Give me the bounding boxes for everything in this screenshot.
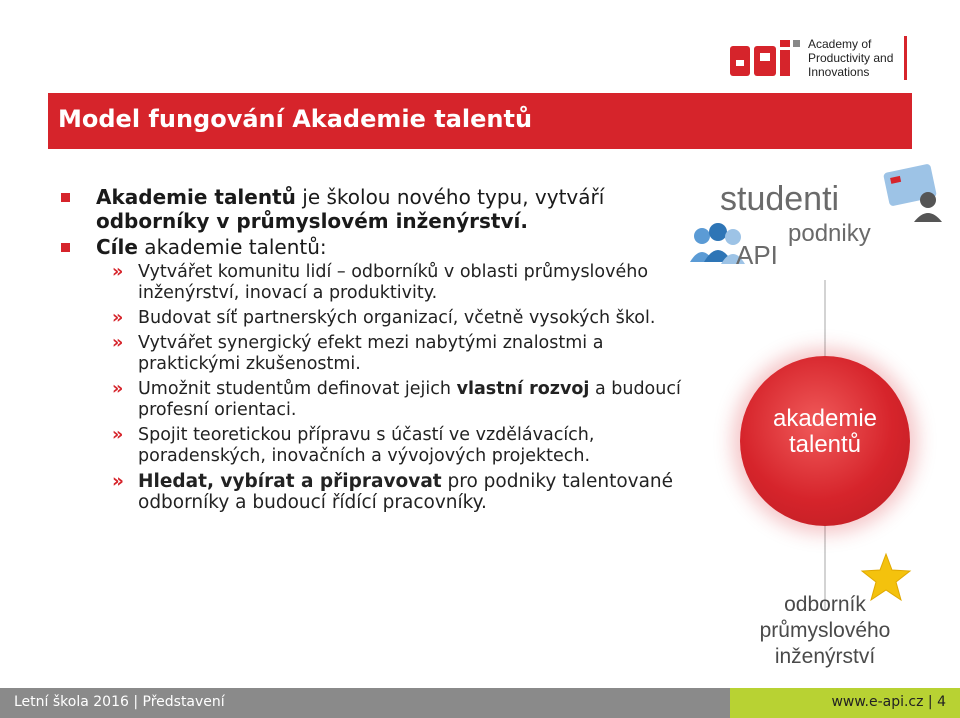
circle-line2: talentů (788, 431, 862, 458)
logo-divider (904, 36, 907, 80)
sub-bullet-2 (60, 308, 690, 329)
footer (0, 688, 960, 718)
footer-right (730, 688, 960, 718)
bullet-akademie-bold: Akademie talentů (96, 185, 296, 209)
arrow-bullet-icon: » (112, 308, 124, 328)
arrow-bullet-icon: » (112, 379, 124, 399)
model-graphic (700, 160, 950, 680)
label-api: API (736, 240, 778, 270)
sub-bullet-5-text: Spojit teoretickou přípravu s účastí ve vzdělávacích, poradenských, inovačních a vývojových projektech. (138, 425, 595, 466)
square-bullet-icon (61, 193, 70, 202)
slide-title: Model fungování Akademie talentů (58, 105, 533, 133)
sub-bullet-3 (60, 333, 690, 375)
sub-bullet-3-text: Vytvářet synergický efekt mezi nabytými znalostmi a praktickými zkušenostmi. (138, 333, 604, 374)
bullet-cile (60, 235, 690, 259)
sub-bullet-2-text: Budovat síť partnerských organizací, včetně vysokých škol. (138, 308, 656, 328)
business-card-icon (882, 160, 948, 222)
odb-line2: průmyslového (759, 619, 891, 642)
label-podniky: podniky (788, 220, 871, 247)
bullet-akademie-text: je školou nového typu, vytváří (295, 185, 605, 209)
api-logo-mark-icon (730, 38, 802, 78)
circle-line1: akademie (772, 405, 878, 432)
sub-bullet-1-text: Vytvářet komunitu lidí – odborníků v oblasti průmyslového inženýrství, inovací a produktivity. (138, 262, 649, 303)
title-band (48, 93, 912, 149)
footer-left-text: Letní škola 2016 | Představení (14, 694, 225, 710)
odb-line1: odborník (784, 593, 866, 616)
sub-bullet-6-text: pro podniky talentované odborníky a budoucí řídící pracovníky. (138, 471, 674, 513)
bullet-cile-bold: Cíle (96, 235, 138, 259)
bullet-akademie-bold2: odborníky v průmyslovém inženýrství. (96, 209, 528, 233)
logo-line1: Academy of (808, 37, 872, 51)
sub-bullet-1 (60, 262, 690, 304)
sub-bullet-5 (60, 425, 690, 467)
square-bullet-icon (61, 243, 70, 252)
sub-bullet-6 (60, 471, 690, 513)
sub-bullet-4-text-c: a budoucí profesní orientaci. (138, 379, 681, 420)
sub-bullet-4 (60, 379, 690, 421)
akademie-talentu-circle (740, 356, 910, 526)
footer-left (0, 688, 730, 718)
arrow-bullet-icon: » (112, 471, 124, 492)
sub-bullet-4-bold: vlastní rozvoj (456, 379, 590, 399)
api-logo (730, 34, 910, 82)
circle-text (740, 406, 910, 458)
odb-line3: inženýrství (774, 645, 876, 668)
bullet-cile-text: akademie talentů: (137, 235, 327, 259)
logo-line2: Productivity and (808, 51, 894, 65)
logo-text (808, 37, 893, 79)
logo-line3: Innovations (808, 65, 870, 79)
arrow-bullet-icon: » (112, 333, 124, 353)
label-studenti: studenti (720, 180, 840, 218)
label-odbornik (700, 592, 950, 670)
sub-bullet-6-bold: Hledat, vybírat a připravovat (138, 471, 442, 492)
slide-content (60, 185, 690, 517)
footer-right-text: www.e-api.cz | 4 (831, 694, 946, 710)
arrow-bullet-icon: » (112, 425, 124, 445)
arrow-bullet-icon: » (112, 262, 124, 282)
sub-bullet-4-text-a: Umožnit studentům definovat jejich (138, 379, 457, 399)
bullet-akademie (60, 185, 690, 233)
